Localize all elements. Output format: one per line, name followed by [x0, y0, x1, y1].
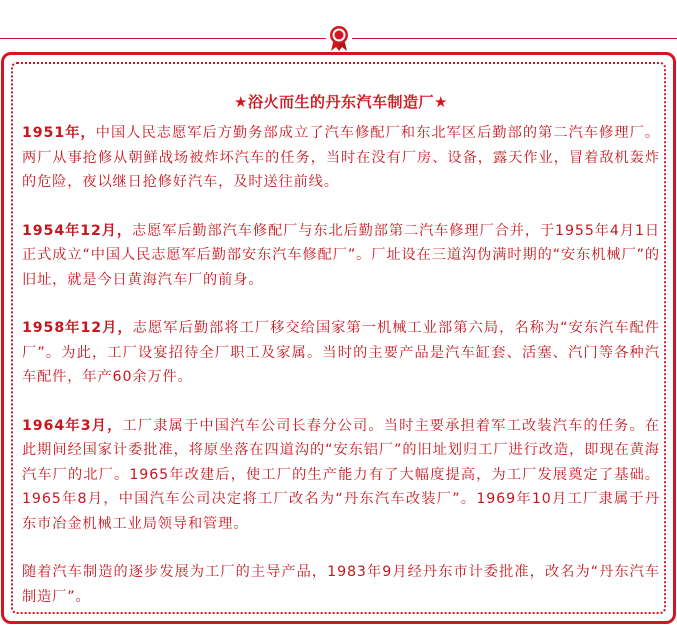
paragraph-body: 志愿军后勤部将工厂移交给国家第一机械工业部第六局，名称为“安东汽车配件厂”。为此，工厂设宴招待全厂职工及家属。当时的主要产品是汽车缸套、活塞、汽门等各种汽车配件，年产60余万件。: [22, 320, 660, 385]
paragraph-1983: [22, 560, 660, 609]
paragraph-body: 中国人民志愿军后方勤务部成立了汽车修配厂和东北军区后勤部的第二汽车修理厂。两厂从事抢修从朝鲜战场被炸坏汽车的任务，当时在没有厂房、设备，露天作业，冒着敌机轰炸的危险，夜以继日抢修好汽车，及时送往前线。: [22, 125, 660, 190]
article-title: ★浴火而生的丹东汽车制造厂★: [234, 93, 448, 111]
paragraph-body: 随着汽车制造的逐步发展为工厂的主导产品，1983年9月经丹东市计委批准，改名为“丹东汽车制造厂”。: [22, 564, 660, 605]
top-divider-right: [352, 38, 677, 39]
paragraph-body: 志愿军后勤部汽车修配厂与东北后勤部第二汽车修理厂合并，于1955年4月1日正式成立“中国人民志愿军后勤部安东汽车修配厂”。厂址设在三道沟伪满时期的“安东机械厂”的旧址，就是今日黄海汽车厂的前身。: [22, 222, 660, 288]
red-rosette-icon: [327, 24, 351, 52]
paragraph-1964: [22, 414, 660, 537]
paragraph-lead: 1954年12月，: [22, 222, 132, 239]
top-divider-left: [0, 38, 326, 39]
article-frame: [1, 52, 676, 624]
paragraph-lead: 1964年3月，: [22, 417, 123, 434]
article-body: [22, 91, 660, 633]
paragraph-body: 工厂隶属于中国汽车公司长春分公司。当时主要承担着军工改装汽车的任务。在此期间经国家计委批准，将原坐落在四道沟的“安东铝厂”的旧址划归工厂进行改造，即现在黄海汽车厂的北厂。1965年改建后，使工厂的生产能力有了大幅度提高，为工厂发展奠定了基础。1965年8月，中国汽车公司决定将工厂改名为“丹东汽车改装厂”。1969年10月工厂隶属于丹东市冶金机械工业局领导和管理。: [22, 417, 660, 532]
paragraph-lead: 1951年，: [22, 125, 96, 141]
paragraph-1958: [22, 316, 660, 390]
paragraph-1951: [22, 121, 660, 195]
paragraph-1954: [22, 219, 660, 293]
paragraph-lead: 1958年12月，: [22, 320, 133, 336]
